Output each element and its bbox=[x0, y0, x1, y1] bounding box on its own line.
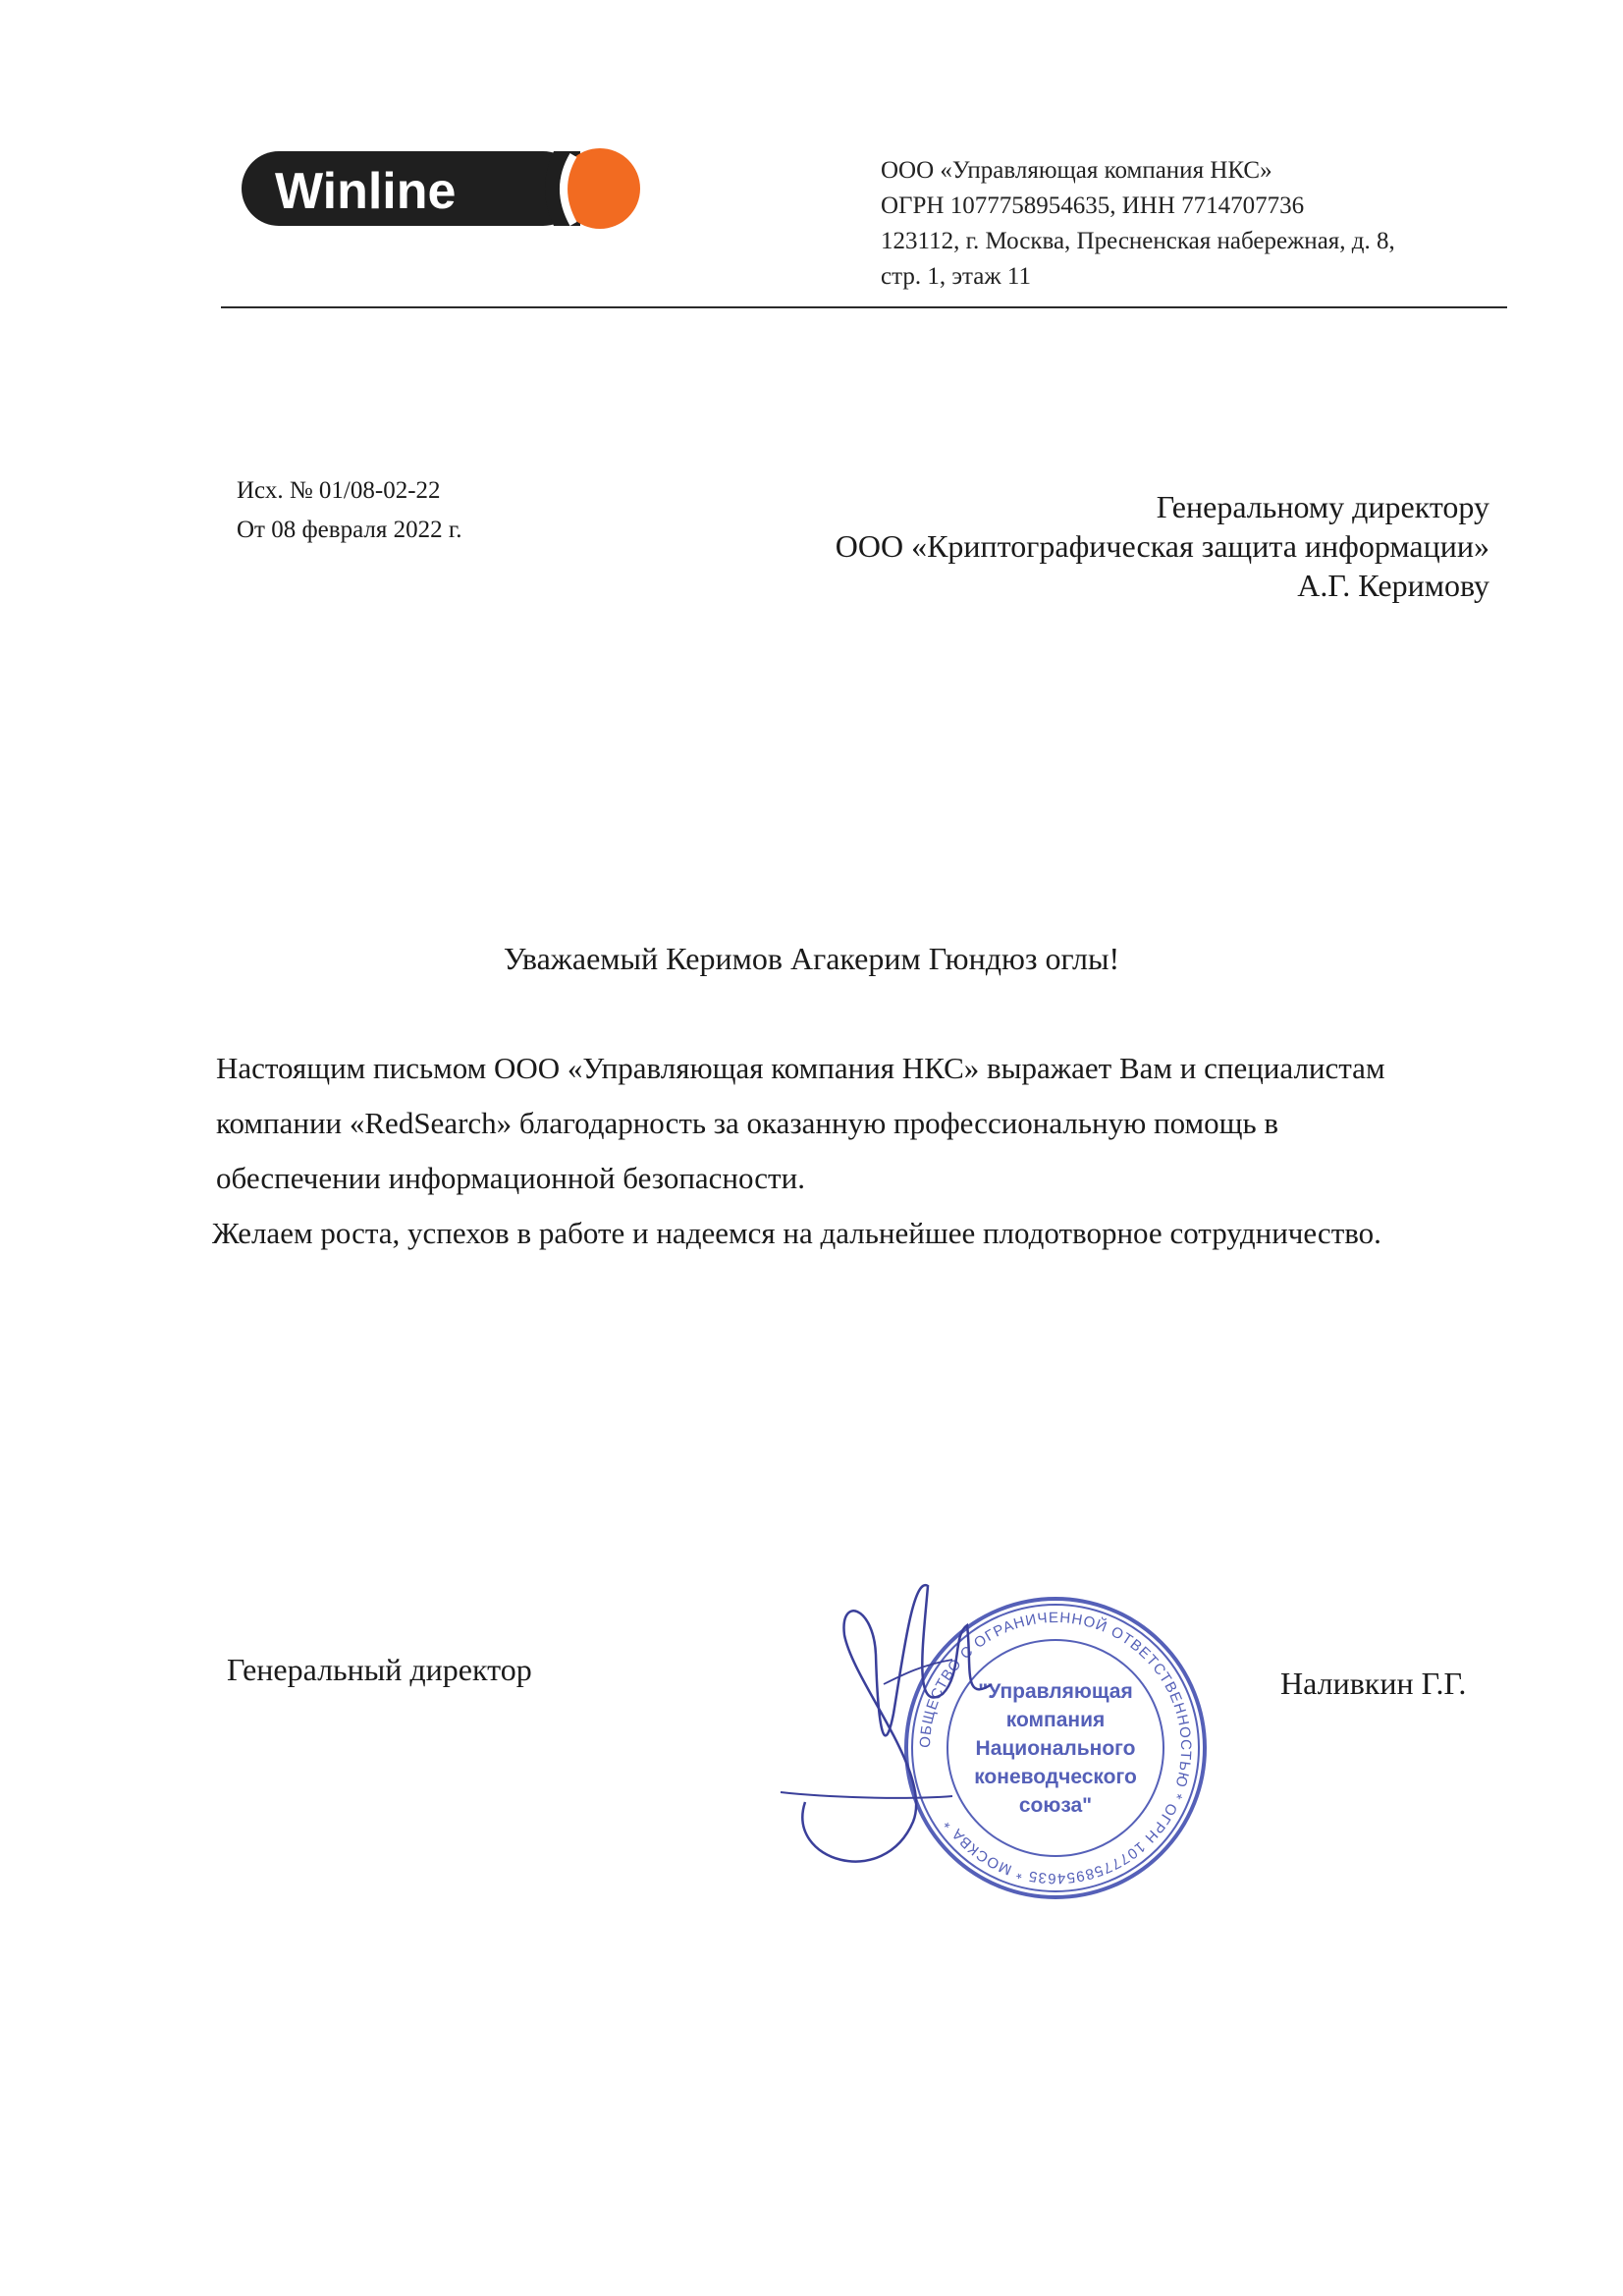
signatory-name: Наливкин Г.Г. bbox=[1280, 1666, 1467, 1701]
winline-logo bbox=[242, 143, 644, 234]
addressee-block bbox=[836, 487, 1489, 605]
winline-logo-graphic bbox=[242, 143, 644, 234]
header-divider bbox=[221, 306, 1507, 308]
reference-date: От 08 февраля 2022 г. bbox=[237, 517, 462, 543]
seal-line: компания bbox=[1005, 1708, 1106, 1731]
addressee-position: Генеральному директору bbox=[1156, 489, 1489, 524]
company-address: 123112, г. Москва, Пресненская набережная, д. 8, bbox=[881, 228, 1395, 254]
company-details bbox=[881, 153, 1395, 295]
reference-number: Исх. № 01/08-02-22 bbox=[237, 477, 441, 504]
body-line: Настоящим письмом ООО «Управляющая компания НКС» выражает Вам и специалистам bbox=[216, 1051, 1385, 1085]
seal-line: Национального bbox=[975, 1736, 1136, 1760]
company-name: ООО «Управляющая компания НКС» bbox=[881, 157, 1272, 184]
seal-line: коневодческого bbox=[974, 1765, 1137, 1788]
body-line: компании «RedSearch» благодарность за оказанную профессиональную помощь в bbox=[216, 1106, 1279, 1140]
logo-text: Winline bbox=[275, 163, 457, 220]
company-registration: ОГРН 1077758954635, ИНН 7714707736 bbox=[881, 192, 1305, 219]
addressee-name: А.Г. Керимову bbox=[1297, 568, 1489, 603]
addressee-company: ООО «Криптографическая защита информации» bbox=[835, 528, 1489, 564]
body-line: Желаем роста, успехов в работе и надеемся на дальнейшее плодотворное сотрудничество. bbox=[212, 1216, 1381, 1250]
signatory-title: Генеральный директор bbox=[227, 1652, 532, 1687]
signature-strokes bbox=[766, 1566, 1021, 1890]
seal-line: "Управляющая bbox=[978, 1679, 1133, 1703]
seal-line: союза" bbox=[1018, 1793, 1093, 1817]
seal-ring-text: ОБЩЕСТВО С ОГРАНИЧЕННОЙ ОТВЕТСТВЕННОСТЬЮ * ОГРН 1077758954635 * МОСКВА * bbox=[916, 1609, 1195, 1887]
body-line: обеспечении информационной безопасности. bbox=[216, 1161, 805, 1195]
company-address-floor: стр. 1, этаж 11 bbox=[881, 263, 1031, 290]
outgoing-reference bbox=[237, 471, 462, 550]
salutation: Уважаемый Керимов Агакерим Гюндюз оглы! bbox=[503, 941, 1120, 976]
handwritten-signature bbox=[766, 1566, 1021, 1890]
letter-body bbox=[212, 1041, 1385, 1261]
